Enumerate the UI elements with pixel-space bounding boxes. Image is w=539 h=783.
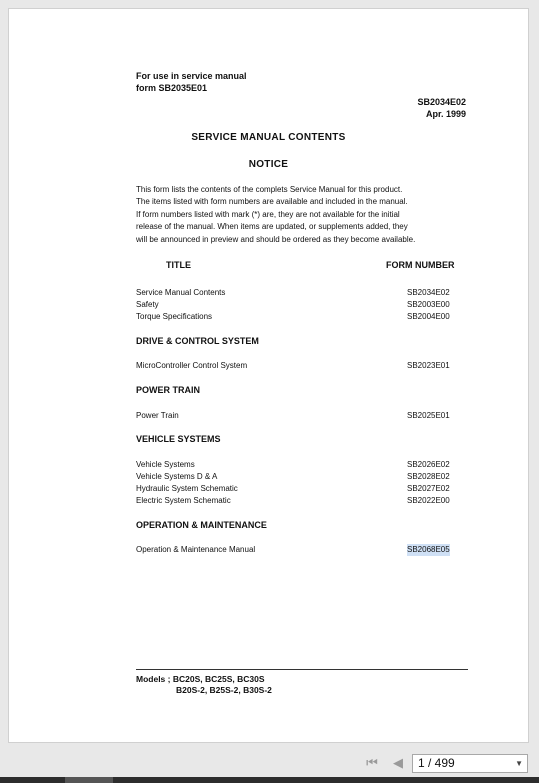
models-row [136, 685, 272, 696]
notice-heading: NOTICE [248, 159, 289, 170]
usage-note-line1: For use in service manual [136, 71, 247, 81]
page-selector[interactable] [412, 754, 528, 773]
models-list: B20S-2, B25S-2, B30S-2 [176, 684, 272, 695]
notice-text [136, 184, 415, 246]
document-page [8, 8, 529, 743]
page-indicator: 1 / 499 [418, 756, 455, 770]
item-title: Torque Specifications [136, 312, 213, 321]
section-heading: DRIVE & CONTROL SYSTEM [136, 336, 259, 346]
item-form-number: SB2028E02 [407, 472, 450, 481]
item-title: Vehicle Systems D & A [136, 472, 218, 481]
item-title: Safety [136, 300, 159, 309]
item-form-number: SB2027E02 [407, 484, 450, 493]
item-form-number: SB2034E02 [407, 288, 450, 297]
models-label: Models ; [136, 674, 171, 684]
models-divider [136, 669, 468, 670]
models-list: BC20S, BC25S, BC30S [172, 674, 265, 684]
usage-note-line2: form SB2035E01 [136, 83, 208, 93]
item-form-number: SB2004E00 [407, 312, 450, 321]
item-title: Vehicle Systems [136, 460, 195, 469]
section-heading: VEHICLE SYSTEMS [136, 434, 221, 444]
first-page-icon[interactable]: ⏮ [366, 755, 378, 770]
reference-block [417, 96, 466, 120]
chevron-down-icon[interactable]: ▼ [515, 759, 523, 768]
section-heading: OPERATION & MAINTENANCE [136, 520, 267, 530]
usage-note [136, 70, 247, 94]
item-form-number-selected[interactable]: SB2068E05 [407, 545, 450, 554]
status-bar [0, 777, 539, 783]
item-form-number: SB2003E00 [407, 300, 450, 309]
previous-page-icon[interactable]: ◀ [393, 755, 403, 770]
models-block [136, 674, 272, 695]
item-title: Service Manual Contents [136, 288, 226, 297]
item-form-number: SB2022E00 [407, 496, 450, 505]
document-title: SERVICE MANUAL CONTENTS [191, 132, 346, 143]
notice-line: This form lists the contents of the complets Service Manual for this product. [136, 185, 403, 194]
item-form-number: SB2025E01 [407, 411, 450, 420]
notice-line: will be announced in preview and should be ordered as they become available. [136, 234, 416, 244]
column-header-form-number: FORM NUMBER [386, 260, 455, 270]
item-title: Electric System Schematic [136, 496, 231, 505]
item-title: Power Train [136, 411, 179, 420]
notice-line: release of the manual. When items are updated, or supplements added, they [136, 222, 408, 232]
reference-date: Apr. 1999 [425, 109, 466, 119]
item-title: Operation & Maintenance Manual [136, 545, 256, 554]
item-title: Hydraulic System Schematic [136, 484, 238, 493]
item-form-number: SB2023E01 [407, 361, 450, 370]
notice-line: The items listed with form numbers are available and included in the manual. [136, 197, 408, 207]
item-title: MicroController Control System [136, 361, 248, 370]
item-form-number: SB2026E02 [407, 460, 450, 469]
notice-line: If form numbers listed with mark (*) are, they are not available for the initial [136, 209, 400, 219]
models-row [136, 674, 272, 685]
reference-number: SB2034E02 [417, 97, 466, 107]
section-heading: POWER TRAIN [136, 385, 200, 395]
column-header-title: TITLE [166, 260, 191, 270]
status-bar-segment [65, 777, 113, 783]
